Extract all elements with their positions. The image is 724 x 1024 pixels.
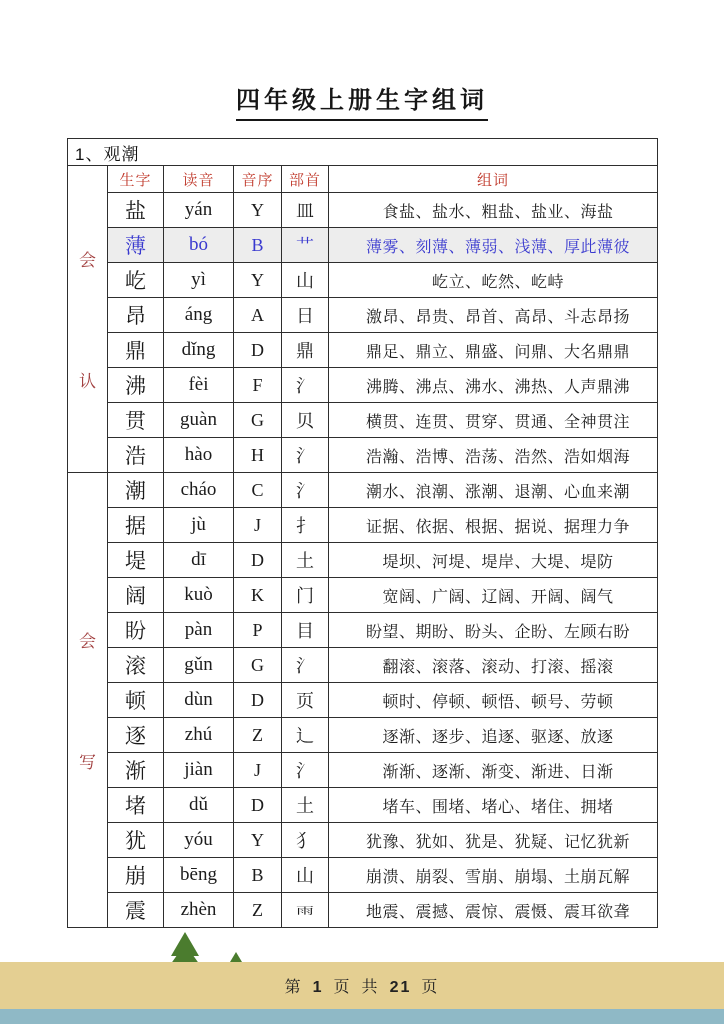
initial-cell: A	[234, 298, 282, 333]
page-number: 1	[312, 979, 324, 996]
radical-cell: 扌	[282, 508, 329, 543]
col-header-initial: 音序	[234, 166, 282, 193]
words-cell: 鼎足、鼎立、鼎盛、问鼎、大名鼎鼎	[329, 333, 658, 368]
col-header-radical: 部首	[282, 166, 329, 193]
radical-cell: 日	[282, 298, 329, 333]
page-suffix: 页	[421, 979, 440, 996]
radical-cell: 氵	[282, 473, 329, 508]
section-label-会认	[68, 166, 108, 473]
char-cell: 盼	[108, 613, 164, 648]
initial-cell: D	[234, 788, 282, 823]
char-cell: 滚	[108, 648, 164, 683]
words-cell: 堤坝、河堤、堤岸、大堤、堤防	[329, 543, 658, 578]
words-cell: 逐渐、逐步、追逐、驱逐、放逐	[329, 718, 658, 753]
char-cell: 鼎	[108, 333, 164, 368]
char-cell: 崩	[108, 858, 164, 893]
radical-cell: 氵	[282, 438, 329, 473]
pinyin-cell: hào	[164, 438, 234, 473]
vocab-row-据	[68, 508, 658, 543]
words-cell: 浩瀚、浩博、浩荡、浩然、浩如烟海	[329, 438, 658, 473]
pinyin-cell: fèi	[164, 368, 234, 403]
vocab-row-阔	[68, 578, 658, 613]
vocab-row-逐	[68, 718, 658, 753]
initial-cell: C	[234, 473, 282, 508]
char-cell: 堤	[108, 543, 164, 578]
words-cell: 潮水、浪潮、涨潮、退潮、心血来潮	[329, 473, 658, 508]
pinyin-cell: cháo	[164, 473, 234, 508]
initial-cell: B	[234, 858, 282, 893]
page-prefix: 第	[284, 979, 303, 996]
vocab-row-薄	[68, 228, 658, 263]
vocab-row-渐	[68, 753, 658, 788]
radical-cell: 氵	[282, 753, 329, 788]
lesson-title: 1、观潮	[68, 139, 658, 166]
page-mid1: 页	[333, 979, 352, 996]
vocab-row-堵	[68, 788, 658, 823]
initial-cell: Y	[234, 193, 282, 228]
initial-cell: D	[234, 683, 282, 718]
words-cell: 沸腾、沸点、沸水、沸热、人声鼎沸	[329, 368, 658, 403]
initial-cell: J	[234, 753, 282, 788]
initial-cell: D	[234, 333, 282, 368]
vocab-row-贯	[68, 403, 658, 438]
vocab-row-震	[68, 893, 658, 928]
radical-cell: 氵	[282, 648, 329, 683]
section-label-会写	[68, 473, 108, 928]
total-pages: 21	[389, 979, 412, 996]
words-cell: 证据、依据、根据、据说、据理力争	[329, 508, 658, 543]
section-label-char: 认	[79, 372, 96, 391]
pinyin-cell: jù	[164, 508, 234, 543]
table-header-row	[68, 166, 658, 193]
radical-cell: 辶	[282, 718, 329, 753]
radical-cell: 犭	[282, 823, 329, 858]
initial-cell: K	[234, 578, 282, 613]
char-cell: 逐	[108, 718, 164, 753]
pinyin-cell: bó	[164, 228, 234, 263]
char-cell: 盐	[108, 193, 164, 228]
footer-band	[0, 962, 724, 1009]
words-cell: 盼望、期盼、盼头、企盼、左顾右盼	[329, 613, 658, 648]
title-wrap	[0, 80, 724, 121]
col-header-words: 组词	[329, 166, 658, 193]
words-cell: 薄雾、刻薄、薄弱、浅薄、厚此薄彼	[329, 228, 658, 263]
pinyin-cell: yì	[164, 263, 234, 298]
char-cell: 阔	[108, 578, 164, 613]
char-cell: 据	[108, 508, 164, 543]
pinyin-cell: dùn	[164, 683, 234, 718]
words-cell: 地震、震撼、震惊、震慑、震耳欲聋	[329, 893, 658, 928]
radical-cell: 皿	[282, 193, 329, 228]
char-cell: 贯	[108, 403, 164, 438]
pinyin-cell: zhèn	[164, 893, 234, 928]
char-cell: 堵	[108, 788, 164, 823]
vocab-row-堤	[68, 543, 658, 578]
vocab-row-犹	[68, 823, 658, 858]
pinyin-cell: yóu	[164, 823, 234, 858]
vocab-row-盼	[68, 613, 658, 648]
radical-cell: 土	[282, 543, 329, 578]
vocab-row-昂	[68, 298, 658, 333]
section-label-char: 会	[79, 632, 96, 651]
char-cell: 屹	[108, 263, 164, 298]
words-cell: 崩溃、崩裂、雪崩、崩塌、土崩瓦解	[329, 858, 658, 893]
words-cell: 顿时、停顿、顿悟、顿号、劳顿	[329, 683, 658, 718]
initial-cell: B	[234, 228, 282, 263]
initial-cell: D	[234, 543, 282, 578]
initial-cell: Z	[234, 718, 282, 753]
initial-cell: P	[234, 613, 282, 648]
radical-cell: 门	[282, 578, 329, 613]
initial-cell: Y	[234, 263, 282, 298]
radical-cell: 艹	[282, 228, 329, 263]
footer-bottom-stripe	[0, 1009, 724, 1024]
char-cell: 昂	[108, 298, 164, 333]
radical-cell: 土	[282, 788, 329, 823]
initial-cell: G	[234, 403, 282, 438]
pinyin-cell: áng	[164, 298, 234, 333]
radical-cell: 氵	[282, 368, 329, 403]
col-header-pinyin: 读音	[164, 166, 234, 193]
pinyin-cell: jiàn	[164, 753, 234, 788]
page-number-text	[280, 974, 445, 997]
pinyin-cell: dǔ	[164, 788, 234, 823]
radical-cell: 页	[282, 683, 329, 718]
words-cell: 渐渐、逐渐、渐变、渐进、日渐	[329, 753, 658, 788]
pinyin-cell: yán	[164, 193, 234, 228]
initial-cell: H	[234, 438, 282, 473]
words-cell: 激昂、昂贵、昂首、高昂、斗志昂扬	[329, 298, 658, 333]
radical-cell: 雨	[282, 893, 329, 928]
char-cell: 震	[108, 893, 164, 928]
vocab-row-崩	[68, 858, 658, 893]
lesson-row	[68, 139, 658, 166]
words-cell: 横贯、连贯、贯穿、贯通、全神贯注	[329, 403, 658, 438]
words-cell: 犹豫、犹如、犹是、犹疑、记忆犹新	[329, 823, 658, 858]
vocab-row-潮	[68, 473, 658, 508]
char-cell: 渐	[108, 753, 164, 788]
words-cell: 屹立、屹然、屹峙	[329, 263, 658, 298]
col-header-char: 生字	[108, 166, 164, 193]
initial-cell: Z	[234, 893, 282, 928]
char-cell: 沸	[108, 368, 164, 403]
vocab-row-浩	[68, 438, 658, 473]
words-cell: 宽阔、广阔、辽阔、开阔、阔气	[329, 578, 658, 613]
section-label-char: 会	[79, 251, 96, 270]
pinyin-cell: dǐng	[164, 333, 234, 368]
radical-cell: 山	[282, 263, 329, 298]
pinyin-cell: dī	[164, 543, 234, 578]
pinyin-cell: zhú	[164, 718, 234, 753]
initial-cell: G	[234, 648, 282, 683]
initial-cell: J	[234, 508, 282, 543]
radical-cell: 贝	[282, 403, 329, 438]
words-cell: 堵车、围堵、堵心、堵住、拥堵	[329, 788, 658, 823]
char-cell: 犹	[108, 823, 164, 858]
radical-cell: 山	[282, 858, 329, 893]
initial-cell: F	[234, 368, 282, 403]
char-cell: 潮	[108, 473, 164, 508]
pinyin-cell: guàn	[164, 403, 234, 438]
vocab-row-沸	[68, 368, 658, 403]
page-mid2: 共	[361, 979, 380, 996]
vocab-row-盐	[68, 193, 658, 228]
pinyin-cell: bēng	[164, 858, 234, 893]
vocab-row-顿	[68, 683, 658, 718]
char-cell: 薄	[108, 228, 164, 263]
radical-cell: 鼎	[282, 333, 329, 368]
vocab-table	[67, 138, 658, 928]
vocab-row-滚	[68, 648, 658, 683]
pinyin-cell: kuò	[164, 578, 234, 613]
initial-cell: Y	[234, 823, 282, 858]
radical-cell: 目	[282, 613, 329, 648]
vocab-row-鼎	[68, 333, 658, 368]
section-label-char: 写	[79, 753, 96, 772]
char-cell: 浩	[108, 438, 164, 473]
words-cell: 食盐、盐水、粗盐、盐业、海盐	[329, 193, 658, 228]
page-title: 四年级上册生字组词	[236, 80, 488, 121]
char-cell: 顿	[108, 683, 164, 718]
pinyin-cell: pàn	[164, 613, 234, 648]
vocab-row-屹	[68, 263, 658, 298]
pinyin-cell: gǔn	[164, 648, 234, 683]
words-cell: 翻滚、滚落、滚动、打滚、摇滚	[329, 648, 658, 683]
